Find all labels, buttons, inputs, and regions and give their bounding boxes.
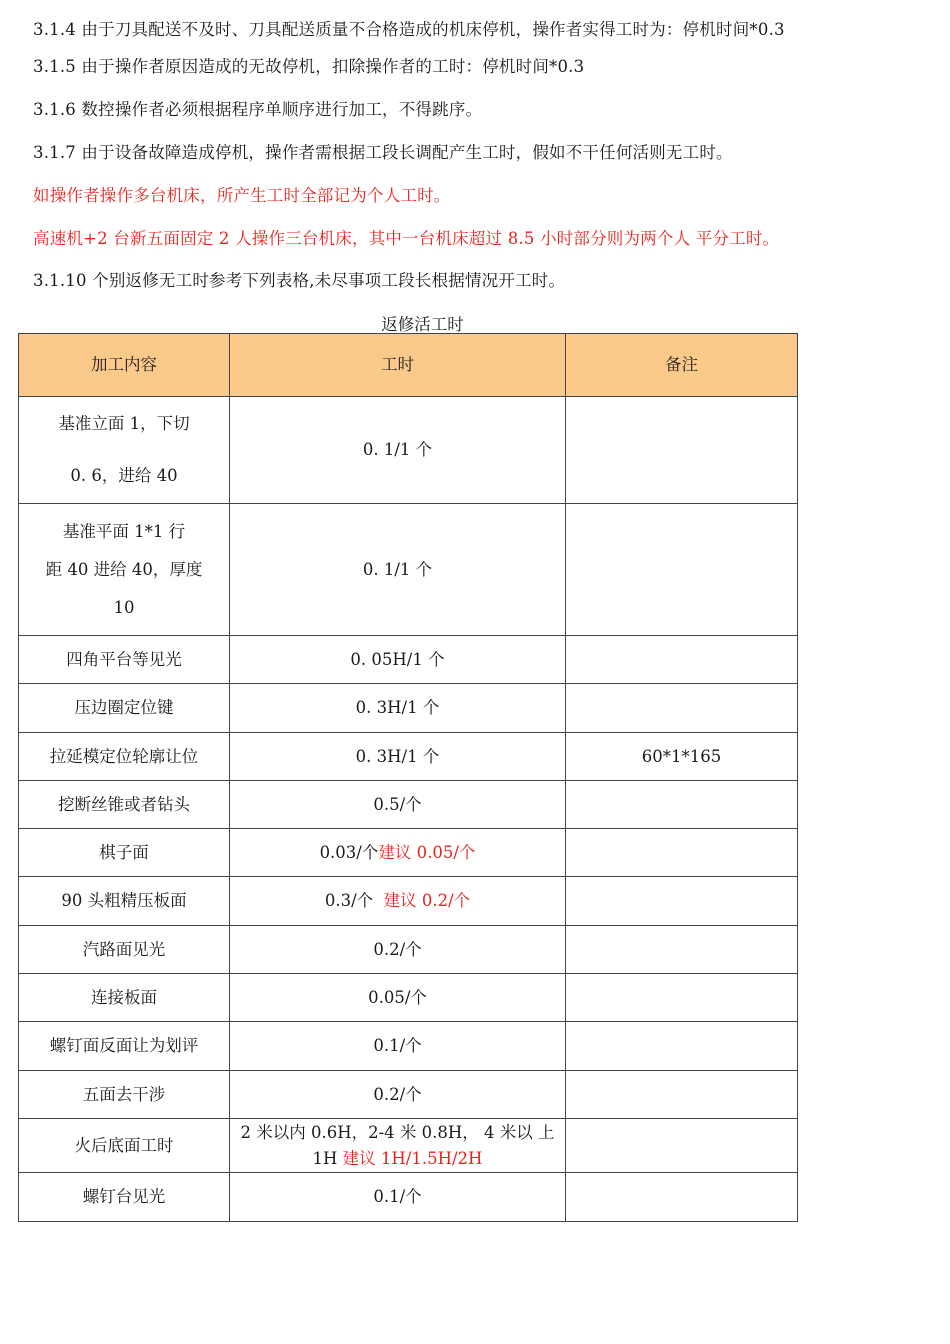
paragraph-3-1-6: 3.1.6 数控操作者必须根据程序单顺序进行加工，不得跳序。 [33, 100, 483, 119]
table-caption: 返修活工时 [381, 315, 464, 334]
note-cell [566, 504, 798, 636]
hours-cell [230, 829, 566, 877]
hours-cell: 0.2/个 [230, 1071, 566, 1119]
paragraph-multi-machine: 如操作者操作多台机床，所产生工时全部记为个人工时。 [33, 186, 451, 205]
table-row [19, 1071, 798, 1119]
item-cell: 拉延模定位轮廓让位 [19, 733, 230, 781]
note-cell [566, 877, 798, 926]
hours-value: 1H [312, 1148, 343, 1168]
note-cell [566, 781, 798, 829]
item-cell [19, 504, 230, 636]
note-cell [566, 926, 798, 974]
item-cell: 棋子面 [19, 829, 230, 877]
note-cell [566, 1173, 798, 1222]
note-cell [566, 1119, 798, 1173]
hours-cell: 0.05/个 [230, 974, 566, 1022]
table-row [19, 684, 798, 733]
item-line: 10 [113, 597, 135, 617]
hours-cell: 0. 05H/1 个 [230, 636, 566, 684]
item-cell: 四角平台等见光 [19, 636, 230, 684]
hours-line [236, 1146, 559, 1172]
paragraph-3-1-10: 3.1.10 个别返修无工时参考下列表格,未尽事项工段长根据情况开工时。 [33, 271, 566, 290]
hours-cell: 0.1/个 [230, 1173, 566, 1222]
note-cell [566, 636, 798, 684]
item-cell: 螺钉面反面让为划评 [19, 1022, 230, 1071]
table-row [19, 781, 798, 829]
table-row [19, 1022, 798, 1071]
note-cell [566, 1071, 798, 1119]
item-cell: 五面去干涉 [19, 1071, 230, 1119]
table-row [19, 1119, 798, 1173]
table-row [19, 1173, 798, 1222]
table-row [19, 504, 798, 636]
table-header-row [19, 334, 798, 397]
note-cell [566, 684, 798, 733]
hours-cell: 0. 3H/1 个 [230, 733, 566, 781]
paragraph-3-1-4: 3.1.4 由于刀具配送不及时、刀具配送质量不合格造成的机床停机，操作者实得工时为：停机时间*0.3 [33, 20, 785, 39]
item-cell: 90 头粗精压板面 [19, 877, 230, 926]
header-remarks: 备注 [566, 334, 798, 397]
hours-cell [230, 1119, 566, 1173]
table-row [19, 636, 798, 684]
paragraph-3-1-7: 3.1.7 由于设备故障造成停机，操作者需根据工段长调配产生工时，假如不干任何活则无工时。 [33, 143, 733, 162]
hours-cell: 0.2/个 [230, 926, 566, 974]
item-cell: 火后底面工时 [19, 1119, 230, 1173]
rework-hours-table [18, 333, 798, 1222]
item-line: 基准立面 1，下切 [58, 414, 190, 433]
suggestion-text: 建议 0.2/个 [383, 891, 471, 910]
header-hours: 工时 [230, 334, 566, 397]
item-line: 距 40 进给 40，厚度 [45, 559, 203, 579]
item-cell: 压边圈定位键 [19, 684, 230, 733]
item-line: 基准平面 1*1 行 [62, 521, 186, 541]
item-cell: 汽路面见光 [19, 926, 230, 974]
hours-line: 2 米以内 0.6H，2-4 米 0.8H， 4 米以 上 [240, 1122, 555, 1142]
item-cell: 连接板面 [19, 974, 230, 1022]
table-row [19, 974, 798, 1022]
table-row [19, 397, 798, 504]
note-cell [566, 397, 798, 504]
hours-cell: 0. 3H/1 个 [230, 684, 566, 733]
item-cell: 螺钉台见光 [19, 1173, 230, 1222]
hours-cell: 0. 1/1 个 [230, 397, 566, 504]
suggestion-text: 建议 0.05/个 [378, 842, 476, 862]
table-row [19, 829, 798, 877]
table-row [19, 733, 798, 781]
item-cell: 挖断丝锥或者钻头 [19, 781, 230, 829]
hours-cell [230, 877, 566, 926]
hours-cell: 0.5/个 [230, 781, 566, 829]
note-cell [566, 829, 798, 877]
header-process-content: 加工内容 [19, 334, 230, 397]
note-cell: 60*1*165 [566, 733, 798, 781]
item-line: 0. 6，进给 40 [70, 466, 178, 485]
hours-value: 0.03/个 [319, 842, 379, 862]
table-row [19, 926, 798, 974]
hours-value: 0.3/个 [324, 891, 379, 910]
paragraph-high-speed: 高速机+2 台新五面固定 2 人操作三台机床，其中一台机床超过 8.5 小时部分则为两个人 平分工时。 [33, 229, 780, 248]
note-cell [566, 1022, 798, 1071]
table-row [19, 877, 798, 926]
item-cell [19, 397, 230, 504]
note-cell [566, 974, 798, 1022]
suggestion-text: 建议 1H/1.5H/2H [342, 1148, 483, 1168]
hours-cell: 0. 1/1 个 [230, 504, 566, 636]
paragraph-3-1-5: 3.1.5 由于操作者原因造成的无故停机，扣除操作者的工时：停机时间*0.3 [33, 57, 585, 76]
hours-cell: 0.1/个 [230, 1022, 566, 1071]
